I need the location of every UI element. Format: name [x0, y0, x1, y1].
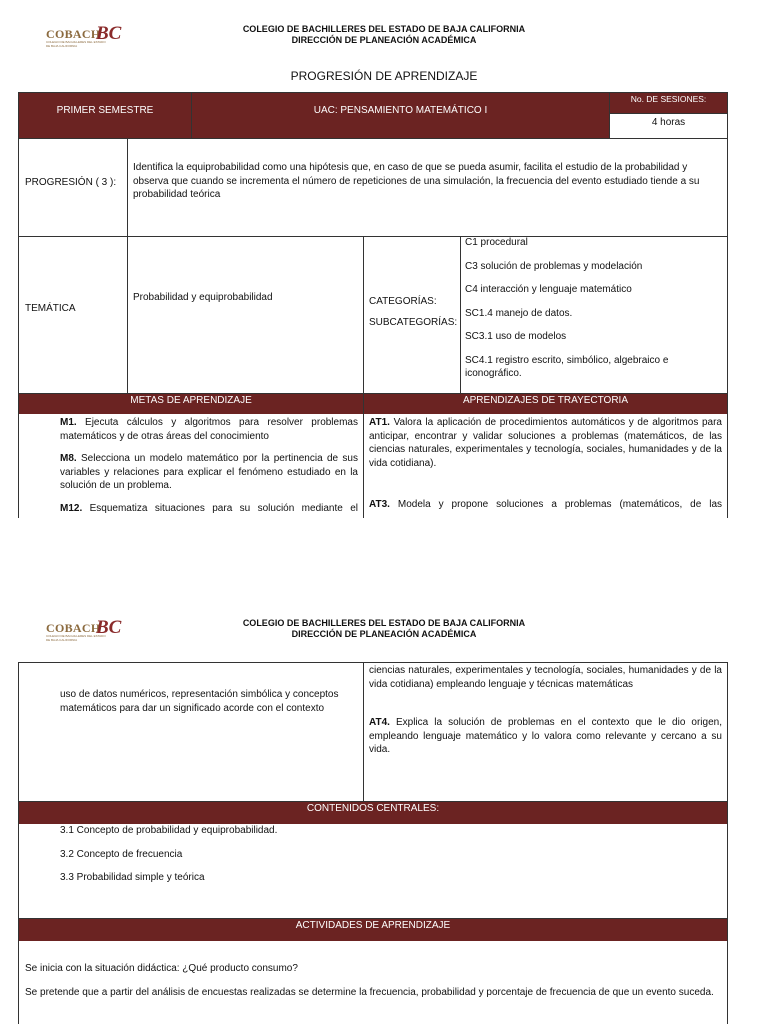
trayectoria-header: APRENDIZAJES DE TRAYECTORIA: [462, 395, 629, 406]
progresion-text-cell: [127, 138, 728, 236]
trayectoria-at4: AT4. Explica la solución de problemas en el contexto que le dio origen, empleando lenguaje matemático y lo valora como relevante y cercano a su vida.: [369, 717, 722, 755]
trayectoria-at3-cont: ciencias naturales, experimentales y tecnología, sociales, humanidades y de la vida cotidiana) empleando lenguaje y técnicas matemáticas: [369, 665, 722, 690]
metas-cont-cell: [18, 662, 363, 801]
logo-wordmark: COBACH: [46, 621, 101, 635]
actividades-header: ACTIVIDADES DE APRENDIZAJE: [295, 920, 451, 931]
progresion-text: Identifica la equiprobabilidad como una hipótesis que, en caso de que se pueda asumir, facilita el estudio de la probabilidad y observa que cuando se incrementa el número de repeticiones de una simulación, la frecuencia del evento estudiado tiende a su probabilidad teórica: [133, 162, 700, 200]
progresion-label: PROGRESIÓN ( 3 ):: [25, 177, 117, 188]
logo-tagline-1: COLEGIO DE BACHILLERES DEL ESTADO: [46, 634, 106, 638]
semestre-cell: [18, 92, 191, 138]
trayectoria-cell: [363, 414, 728, 518]
header-line-1: COLEGIO DE BACHILLERES DEL ESTADO DE BAJA CALIFORNIA: [242, 24, 526, 34]
metas-cell: [18, 414, 363, 518]
sesiones-value: 4 horas: [651, 117, 686, 128]
semestre-label: PRIMER SEMESTRE: [56, 105, 154, 116]
tematica-value: Probabilidad y equiprobabilidad: [133, 292, 273, 303]
trayectoria-at3: AT3. Modela y propone soluciones a problemas (matemáticos, de las: [369, 499, 722, 510]
meta-m12-cont: uso de datos numéricos, representación simbólica y conceptos matemáticos para dar un significado acorde con el contexto: [60, 689, 339, 714]
subcategoria-item: SC3.1 uso de modelos: [465, 331, 567, 342]
sesiones-label: No. DE SESIONES:: [630, 94, 707, 104]
header-line-2: DIRECCIÓN DE PLANEACIÓN ACADÉMICA: [291, 35, 477, 45]
actividades-cell: [18, 941, 728, 1024]
subcategorias-label: SUBCATEGORÍAS:: [369, 317, 458, 328]
trayectoria-header-cell: [363, 393, 728, 414]
header-line-2: DIRECCIÓN DE PLANEACIÓN ACADÉMICA: [291, 629, 477, 639]
tematica-label: TEMÁTICA: [25, 303, 76, 314]
meta-m12: M12. Esquematiza situaciones para su solución mediante el: [60, 502, 358, 514]
logo-script: BC: [96, 23, 122, 44]
logo-tagline-2: DE BAJA CALIFORNIA: [46, 44, 78, 48]
subcategoria-item: SC4.1 registro escrito, simbólico, algebraico e iconográfico.: [465, 354, 669, 379]
metas-header-cell: [18, 393, 363, 414]
actividad-item: Se inicia con la situación didáctica: ¿Qué producto consumo?: [25, 963, 298, 974]
subcategoria-item: SC1.4 manejo de datos.: [465, 307, 573, 319]
header-line-1: COLEGIO DE BACHILLERES DEL ESTADO DE BAJA CALIFORNIA: [242, 618, 526, 628]
categorias-labels-cell: [363, 236, 460, 393]
sesiones-value-cell: [609, 113, 728, 138]
tematica-label-cell: [18, 236, 127, 393]
meta-m8: M8. Selecciona un modelo matemático por la pertinencia de sus variables y relaciones para explicar el fenómeno estudiado en la solución de un problema.: [60, 453, 358, 491]
page-title: PROGRESIÓN DE APRENDIZAJE: [290, 69, 478, 83]
meta-m1: M1. Ejecuta cálculos y algoritmos para resolver problemas matemáticos y de otras áreas del conocimiento: [60, 417, 358, 442]
uac-cell: [191, 92, 609, 138]
progresion-label-cell: [18, 138, 127, 236]
trayectoria-at1: AT1. Valora la aplicación de procedimientos automáticos y de algoritmos para anticipar, encontrar y validar soluciones a problemas (matemáticos, de las ciencias naturales, experimentales y tecnología, sociales, humanidades y de la vida cotidiana).: [369, 417, 722, 469]
logo-wordmark: COBACH: [46, 27, 101, 41]
contenido-item: 3.2 Concepto de frecuencia: [60, 848, 183, 860]
categoria-item: C4 interacción y lenguaje matemático: [465, 284, 632, 295]
categoria-item: C3 solución de problemas y modelación: [465, 260, 643, 272]
logo-tagline-2: DE BAJA CALIFORNIA: [46, 638, 78, 642]
contenidos-header-cell: [18, 801, 728, 824]
categorias-list-cell: [460, 236, 728, 393]
sesiones-label-cell: [609, 92, 728, 114]
contenido-item: 3.1 Concepto de probabilidad y equiprobabilidad.: [60, 825, 278, 836]
categoria-item: C1 procedural: [465, 237, 528, 248]
contenido-item: 3.3 Probabilidad simple y teórica: [60, 872, 205, 883]
tematica-value-cell: [127, 236, 363, 393]
actividad-item: Se pretende que a partir del análisis de encuestas realizadas se determine la frecuencia, probabilidad y porcentaje de frecuencia de que un evento suceda.: [25, 986, 714, 998]
uac-label: UAC: PENSAMIENTO MATEMÁTICO I: [313, 105, 488, 116]
contenidos-cell: [18, 824, 728, 918]
contenidos-header: CONTENIDOS CENTRALES:: [306, 803, 440, 814]
actividades-header-cell: [18, 918, 728, 941]
logo-script: BC: [96, 617, 122, 638]
metas-header: METAS DE APRENDIZAJE: [130, 395, 252, 406]
logo-tagline-1: COLEGIO DE BACHILLERES DEL ESTADO: [46, 40, 106, 44]
categorias-label: CATEGORÍAS:: [369, 296, 437, 307]
trayectoria-cont-cell: [363, 662, 728, 801]
